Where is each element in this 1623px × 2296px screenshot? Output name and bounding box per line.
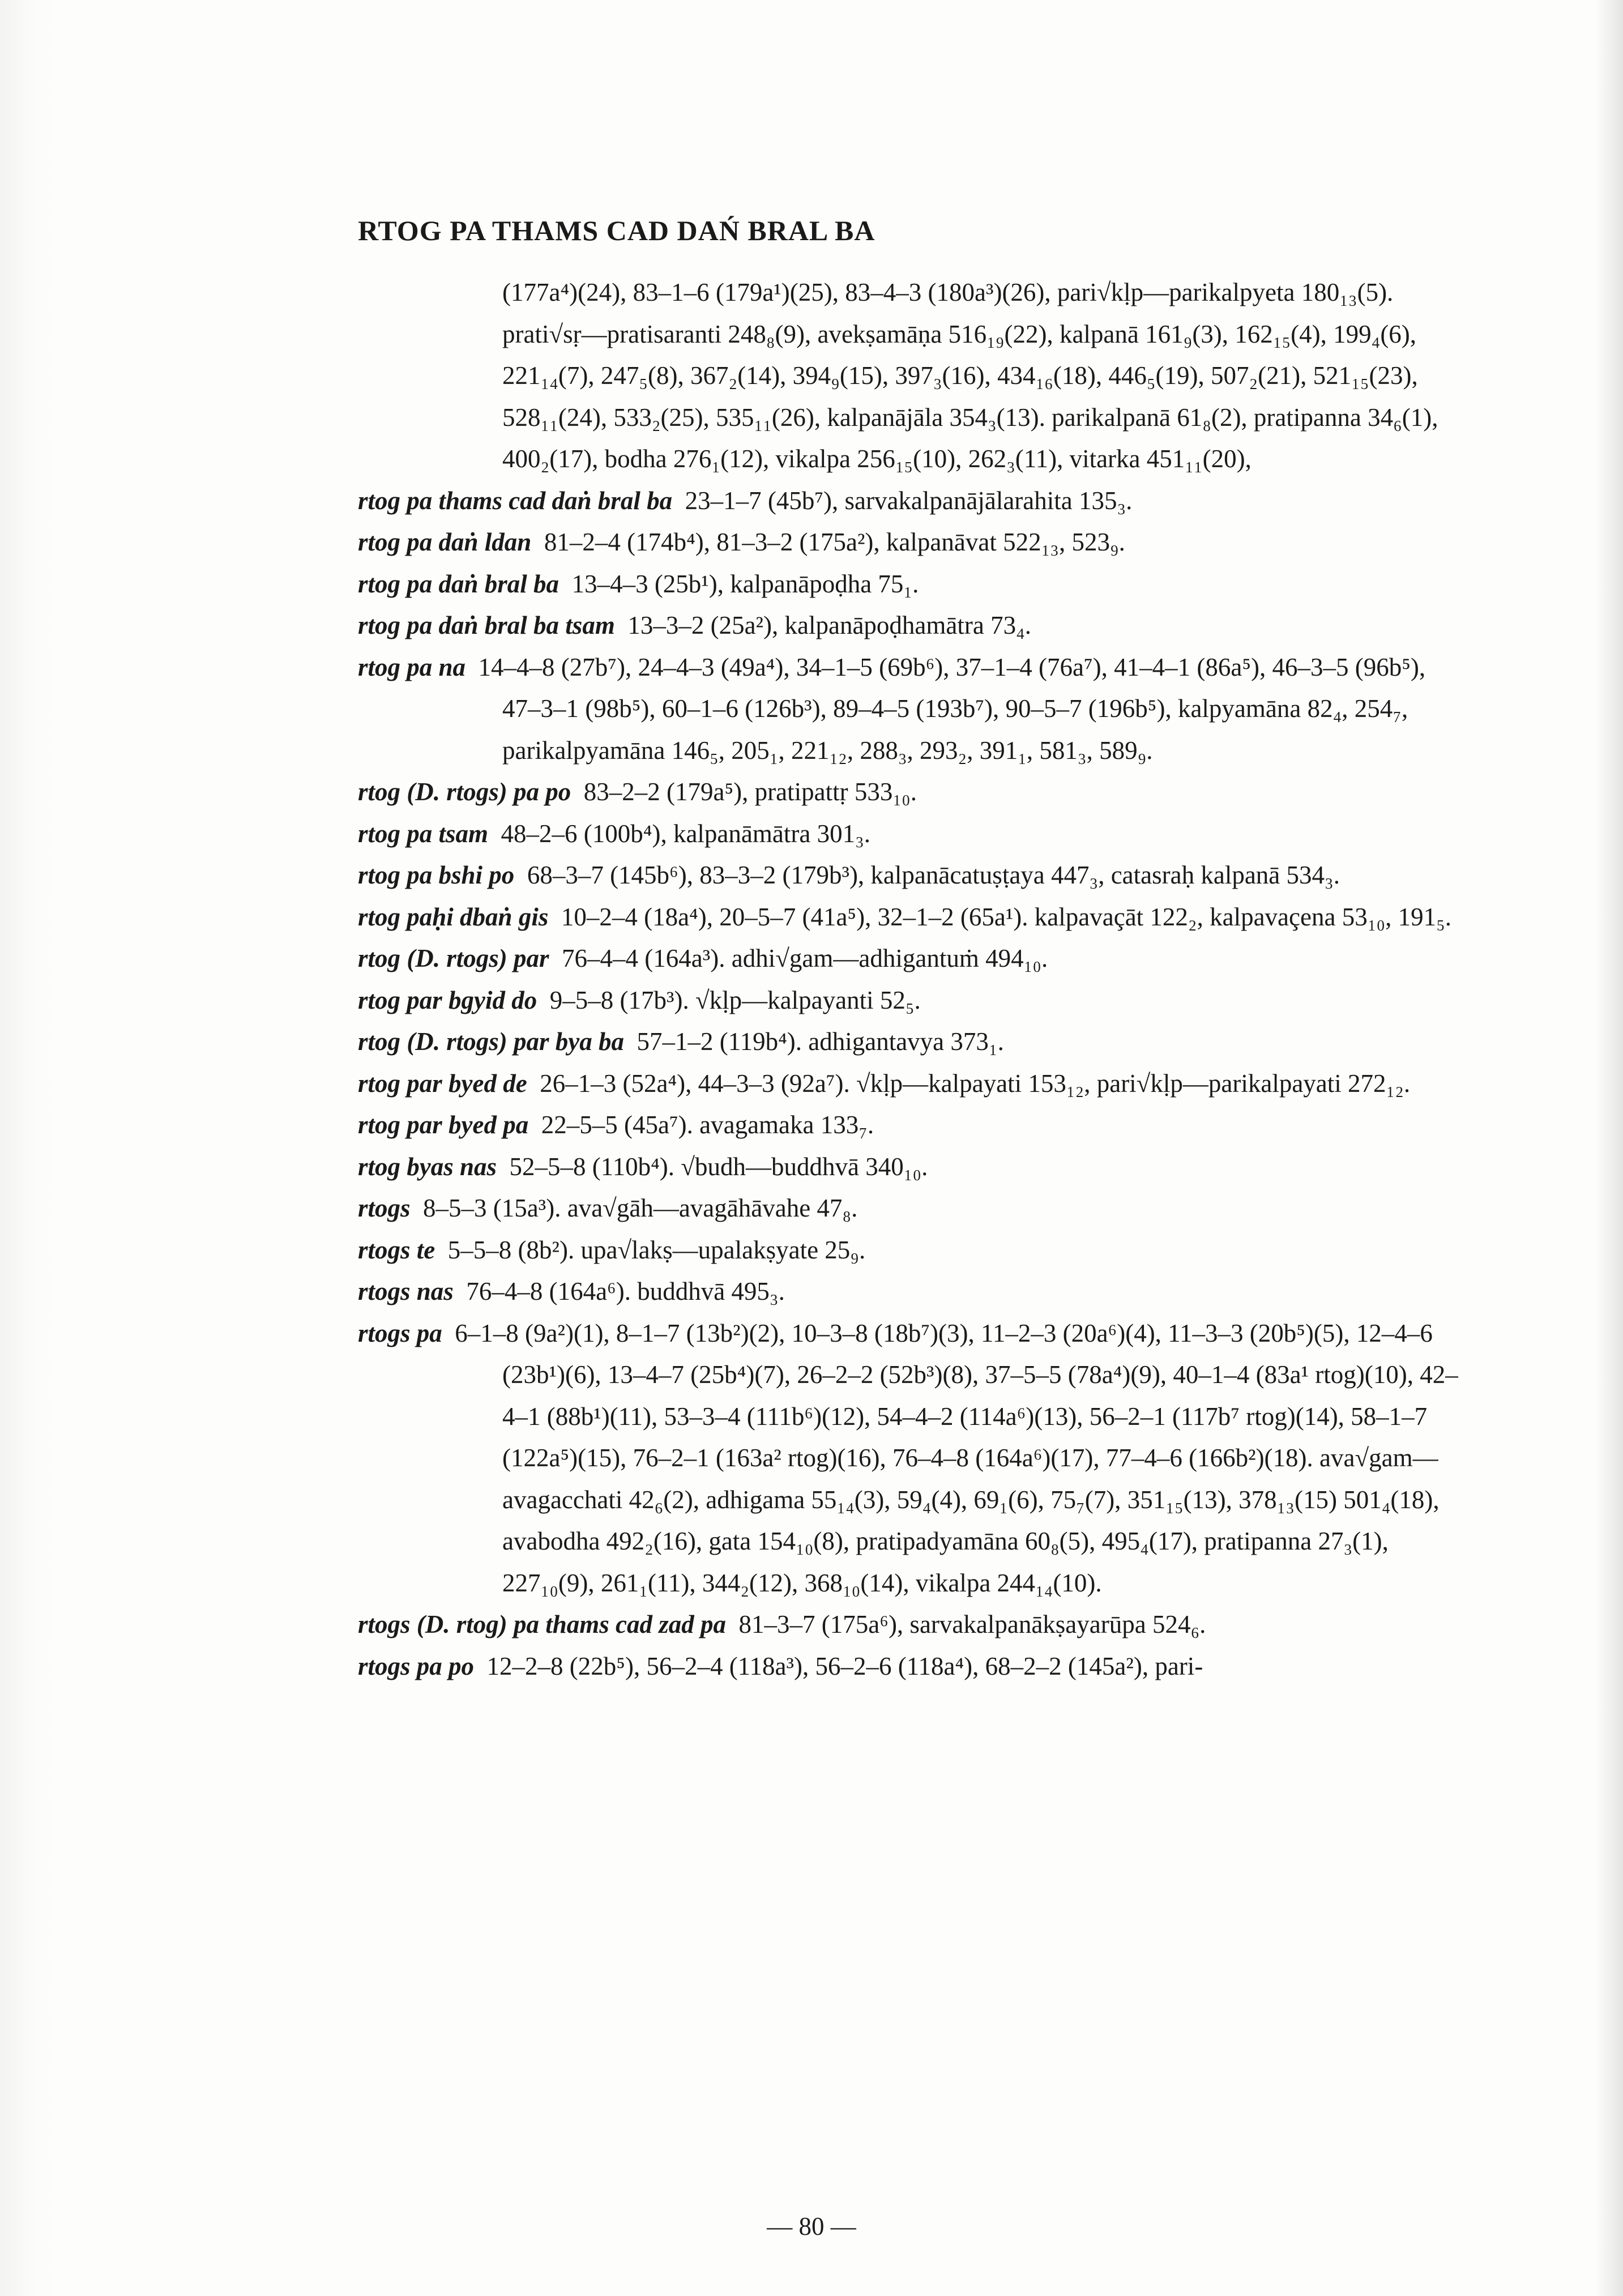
dictionary-entry xyxy=(358,272,1462,480)
dictionary-entry xyxy=(358,813,1462,855)
entry-headword: rtogs te xyxy=(358,1235,435,1264)
dictionary-entry xyxy=(358,1021,1462,1063)
entry-body: 83–2–2 (179a⁵), pratipattṛ 533₁₀. xyxy=(583,778,917,806)
running-head: RTOG PA THAMS CAD DAŃ BRAL BA xyxy=(358,215,875,246)
dictionary-entry xyxy=(358,980,1462,1022)
entry-body: 52–5–8 (110b⁴). √budh—buddhvā 340₁₀. xyxy=(509,1152,928,1181)
entry-body: 5–5–8 (8b²). upa√lakṣ—upalakṣyate 25₉. xyxy=(447,1235,866,1264)
dictionary-entry xyxy=(358,564,1462,605)
dictionary-entry xyxy=(358,480,1462,522)
page-number: — 80 — xyxy=(767,2212,856,2240)
entry-headword: rtog pa tsam xyxy=(358,819,489,848)
entry-headword: rtog pa daṅ bral ba xyxy=(358,569,559,598)
dictionary-entry xyxy=(358,1188,1462,1230)
entry-body: 68–3–7 (145b⁶), 83–3–2 (179b³), kalpanācatuṣṭaya 447₃, catasraḥ kalpanā 534₃. xyxy=(527,861,1340,889)
dictionary-entry xyxy=(358,938,1462,980)
entry-headword: rtog pa daṅ ldan xyxy=(358,528,532,556)
dictionary-entry xyxy=(358,897,1462,938)
entry-body: 76–4–8 (164a⁶). buddhvā 495₃. xyxy=(466,1277,785,1305)
entry-body: 57–1–2 (119b⁴). adhigantavya 373₁. xyxy=(637,1027,1004,1056)
entry-body: 81–3–7 (175a⁶), sarvakalpanākṣayarūpa 524₆. xyxy=(738,1610,1206,1638)
dictionary-entry xyxy=(358,1646,1462,1688)
entry-body: 9–5–8 (17b³). √kḷp—kalpayanti 52₅. xyxy=(549,985,921,1014)
dictionary-entry xyxy=(358,1146,1462,1188)
entry-body: 23–1–7 (45b⁷), sarvakalpanājālarahita 135₃. xyxy=(685,486,1133,515)
dictionary-entry xyxy=(358,771,1462,813)
entry-body: 6–1–8 (9a²)(1), 8–1–7 (13b²)(2), 10–3–8 (18b⁷)(3), 11–2–3 (20a⁶)(4), 11–3–3 (20b⁵)(5), 12–4–6 (23b¹)(6), 13–4–7 (25b⁴)(7), 26–2–2 (52b³)(8), 37–5–5 (78a⁴)(9), 40–1–4 (83a¹ rtog)(10), 42–4–1 (88b¹)(11), 53–3–4 (111b⁶)(12), 54–4–2 (114a⁶)(13), 56–2–1 (117b⁷ rtog)(14), 58–1–7 (122a⁵)(15), 76–2–1 (163a² rtog)(16), 76–4–8 (164a⁶)(17), 77–4–6 (166b²)(18). ava√gam—avagacchati 42₆(2), adhigama 55₁₄(3), 59₄(4), 69₁(6), 75₇(7), 351₁₅(13), 378₁₃(15) 501₄(18), avabodha 492₂(16), gata 154₁₀(8), pratipadyamāna 60₈(5), 495₄(17), pratipanna 27₃(1), 227₁₀(9), 261₁(11), 344₂(12), 368₁₀(14), vikalpa 244₁₄(10). xyxy=(455,1318,1458,1597)
dictionary-entry xyxy=(358,855,1462,897)
dictionary-entry xyxy=(358,647,1462,772)
scan-shadow-left xyxy=(0,0,54,2296)
entry-headword: rtog par byed de xyxy=(358,1069,527,1098)
entry-body: 13–3–2 (25a²), kalpanāpoḍhamātra 73₄. xyxy=(627,611,1032,639)
entry-headword: rtog byas nas xyxy=(358,1152,497,1181)
entry-headword: rtog pa bshi po xyxy=(358,861,515,889)
entry-headword: rtog pa daṅ bral ba tsam xyxy=(358,611,615,639)
dictionary-entry xyxy=(358,1271,1462,1313)
entry-headword: rtog (D. rtogs) par bya ba xyxy=(358,1027,624,1056)
entry-body: 26–1–3 (52a⁴), 44–3–3 (92a⁷). √kḷp—kalpayati 153₁₂, pari√kḷp—parikalpayati 272₁₂. xyxy=(540,1069,1411,1098)
dictionary-entry xyxy=(358,522,1462,564)
entry-body: 14–4–8 (27b⁷), 24–4–3 (49a⁴), 34–1–5 (69b⁶), 37–1–4 (76a⁷), 41–4–1 (86a⁵), 46–3–5 (96b⁵), 47–3–1 (98b⁵), 60–1–6 (126b³), 89–4–5 (193b⁷), 90–5–7 (196b⁵), kalpyamāna 82₄, 254₇, parikalpyamāna 146₅, 205₁, 221₁₂, 288₃, 293₂, 391₁, 581₃, 589₉. xyxy=(478,652,1426,765)
entry-headword: rtog (D. rtogs) pa po xyxy=(358,778,571,806)
entry-body: 48–2–6 (100b⁴), kalpanāmātra 301₃. xyxy=(501,819,871,848)
dictionary-entry xyxy=(358,1230,1462,1271)
entry-body: (177a⁴)(24), 83–1–6 (179a¹)(25), 83–4–3 (180a³)(26), pari√kḷp—parikalpyeta 180₁₃(5). prati√sṛ—pratisaranti 248₈(9), avekṣamāṇa 516₁₉(22), kalpanā 161₉(3), 162₁₅(4), 199₄(6), 221₁₄(7), 247₅(8), 367₂(14), 394₉(15), 397₃(16), 434₁₆(18), 446₅(19), 507₂(21), 521₁₅(23), 528₁₁(24), 533₂(25), 535₁₁(26), kalpanājāla 354₃(13). parikalpanā 61₈(2), pratipanna 34₆(1), 400₂(17), bodha 276₁(12), vikalpa 256₁₅(10), 262₃(11), vitarka 451₁₁(20), xyxy=(502,278,1438,473)
entry-body: 12–2–8 (22b⁵), 56–2–4 (118a³), 56–2–6 (118a⁴), 68–2–2 (145a²), pari- xyxy=(486,1651,1203,1680)
dictionary-entry xyxy=(358,605,1462,647)
entry-headword: rtogs nas xyxy=(358,1277,454,1305)
entry-headword: rtog (D. rtogs) par xyxy=(358,944,549,972)
dictionary-entry xyxy=(358,1063,1462,1105)
dictionary-entry xyxy=(358,1313,1462,1604)
entry-headword: rtog par byed pa xyxy=(358,1111,529,1139)
entry-headword: rtogs xyxy=(358,1194,411,1222)
entry-body: 8–5–3 (15a³). ava√gāh—avagāhāvahe 47₈. xyxy=(423,1194,858,1222)
entry-headword: rtog pa thams cad daṅ bral ba xyxy=(358,486,673,515)
entry-headword: rtogs pa xyxy=(358,1318,442,1347)
entry-body: 13–4–3 (25b¹), kalpanāpoḍha 75₁. xyxy=(571,569,919,598)
dictionary-entry xyxy=(358,1604,1462,1646)
entry-headword: rtogs pa po xyxy=(358,1651,475,1680)
entry-headword: rtogs (D. rtog) pa thams cad zad pa xyxy=(358,1610,727,1638)
dictionary-entries xyxy=(358,272,1462,1687)
dictionary-entry xyxy=(358,1104,1462,1146)
entry-body: 76–4–4 (164a³). adhi√gam—adhigantuṁ 494₁₀. xyxy=(562,944,1048,972)
entry-headword: rtog paḥi dbaṅ gis xyxy=(358,902,549,931)
entry-headword: rtog pa na xyxy=(358,652,466,681)
entry-body: 22–5–5 (45a⁷). avagamaka 133₇. xyxy=(541,1111,874,1139)
entry-body: 81–2–4 (174b⁴), 81–3–2 (175a²), kalpanāvat 522₁₃, 523₉. xyxy=(544,528,1125,556)
entry-headword: rtog par bgyid do xyxy=(358,985,537,1014)
scan-shadow-right xyxy=(1595,0,1623,2296)
entry-body: 10–2–4 (18a⁴), 20–5–7 (41a⁵), 32–1–2 (65a¹). kalpavaçāt 122₂, kalpavaçena 53₁₀, 191₅. xyxy=(561,902,1452,931)
